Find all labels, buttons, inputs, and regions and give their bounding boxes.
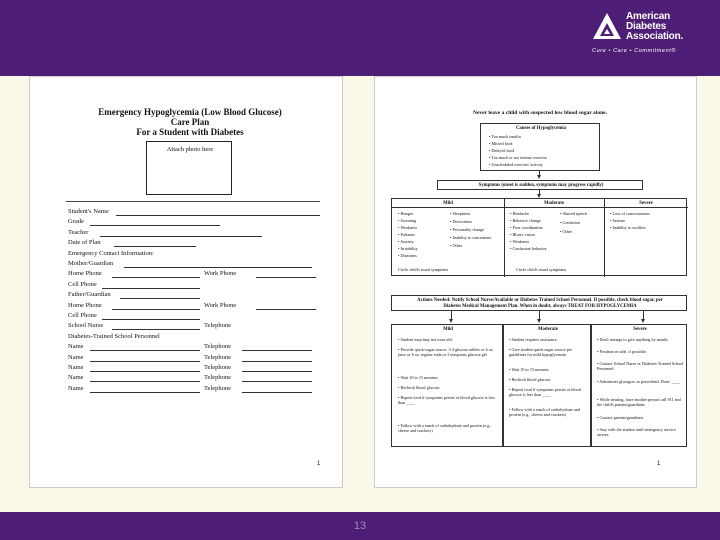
bullet-item <box>509 347 589 357</box>
bullet-item <box>450 243 462 248</box>
bullet-text: Sweating <box>400 218 417 223</box>
bullet-item <box>398 218 416 223</box>
bullet-item <box>597 397 685 407</box>
org-name <box>626 12 683 42</box>
bullet-item <box>398 423 500 433</box>
form-field-label: Teacher <box>68 228 89 236</box>
bullet-text: Seizure <box>612 218 626 223</box>
form-field-blank <box>112 329 200 330</box>
mild-actions-header: Mild <box>443 327 453 332</box>
arrow-down-icon <box>641 319 645 323</box>
bullet-text: Recheck blood glucose. <box>511 377 552 382</box>
org-tagline: Cure • Care • Commitment® <box>592 48 677 54</box>
bullet-item <box>450 227 484 232</box>
row-divider <box>392 207 688 208</box>
bullet-text: Other <box>562 229 573 234</box>
bullet-text: Repeat food if symptoms persist or blood glucose is less than ____ <box>398 395 495 405</box>
bullet-icon: • <box>398 232 401 237</box>
symptoms-severe-header: Severe <box>639 200 653 206</box>
bullet-icon: • <box>610 225 613 230</box>
bullet-text: Contact parents/guardians. <box>599 415 645 420</box>
form-field-blank <box>242 371 312 372</box>
bullet-icon: • <box>597 337 600 342</box>
bullet-icon: • <box>510 211 513 216</box>
col-divider <box>604 199 605 277</box>
actions-box <box>391 295 687 311</box>
bullet-icon: • <box>450 219 453 224</box>
bullet-text: Poor coordination <box>512 225 543 230</box>
form-field-label: Name <box>68 374 84 382</box>
telephone-label: Telephone <box>204 374 231 382</box>
form-title <box>90 107 290 137</box>
bullet-icon: • <box>450 211 453 216</box>
bullet-icon: • <box>510 246 513 251</box>
bullet-icon: • <box>597 415 600 420</box>
form-field-label: Father/Guardian <box>68 291 111 299</box>
form-field-blank <box>90 392 200 393</box>
form-field-blank <box>90 371 200 372</box>
bullet-text: Confusion <box>562 220 580 225</box>
form-field-label: Cell Phone <box>68 312 97 319</box>
bullet-item <box>489 155 547 160</box>
form-field-blank <box>100 236 262 237</box>
bullet-item <box>450 219 472 224</box>
bullet-item <box>398 253 417 258</box>
bullet-text: Missed food <box>491 141 513 146</box>
bullet-text: Recheck blood glucose. <box>400 385 441 390</box>
moderate-note: Circle child's usual symptoms <box>516 267 567 272</box>
bullet-text: Behavior change <box>512 218 541 223</box>
bullet-item <box>489 141 512 146</box>
bullet-text: Irritability <box>400 246 418 251</box>
form-field-blank <box>242 361 312 362</box>
form-divider <box>66 201 320 202</box>
bullet-icon: • <box>510 232 513 237</box>
form-field-label: School Nurse <box>68 322 104 330</box>
bullet-text: Student requires assistance. <box>511 337 558 342</box>
bullet-icon: • <box>450 235 453 240</box>
causes-title: Causes of Hypoglycemia <box>515 126 567 131</box>
form-field-label: Emergency Contact Information: <box>68 249 154 257</box>
care-plan-form-page <box>29 76 343 488</box>
bullet-icon: • <box>597 349 600 354</box>
bullet-text: Sleepiness <box>452 211 471 216</box>
bullet-item <box>509 337 589 342</box>
bullet-text: Blurry vision <box>512 232 535 237</box>
bullet-item <box>510 232 535 237</box>
bullet-text: Provide quick-sugar source: 3-4 glucose tablets or 4 oz. juice or 6 oz. regular soda or 3 teaspoons glucose gel <box>398 347 494 357</box>
bullet-icon: • <box>597 361 600 366</box>
onset-box <box>437 180 643 190</box>
bullet-item <box>560 220 580 225</box>
org-line-2: Diabetes <box>626 21 667 32</box>
bullet-icon: • <box>509 367 512 372</box>
bullet-item <box>560 211 587 216</box>
bullet-icon: • <box>398 239 401 244</box>
bullet-icon: • <box>510 225 513 230</box>
bullet-icon: • <box>560 211 563 216</box>
form-field-label: Home Phone <box>68 301 102 309</box>
bullet-icon: • <box>510 218 513 223</box>
form-field-blank <box>102 288 200 289</box>
hypoglycemia-flowchart-page <box>374 76 697 488</box>
bullet-item <box>398 385 500 390</box>
form-field-blank <box>112 309 200 310</box>
form-field-blank <box>102 319 200 320</box>
bullet-item <box>398 246 418 251</box>
page-number: 1 <box>317 461 321 467</box>
bullet-text: Contact School Nurse or Diabetes-Trained School Personnel. <box>597 361 684 371</box>
work-phone-label: Work Phone <box>204 301 237 309</box>
bullet-text: While treating, have another person call 911 and the child's parents/guardians. <box>597 397 681 407</box>
bullet-text: Wait 10 to 15 minutes. <box>511 367 550 372</box>
header-bar <box>0 0 720 76</box>
bullet-item <box>489 134 521 139</box>
bullet-icon: • <box>597 427 600 432</box>
bullet-item <box>597 379 685 384</box>
bullet-icon: • <box>398 218 401 223</box>
bullet-icon: • <box>489 141 492 146</box>
bullet-text: Anxiety <box>400 239 414 244</box>
bullet-text: Personality change <box>452 227 485 232</box>
bullet-icon: • <box>398 395 401 400</box>
bullet-icon: • <box>610 211 613 216</box>
slide-number: 13 <box>353 520 367 532</box>
bullet-icon: • <box>489 155 492 160</box>
bullet-icon: • <box>509 387 512 392</box>
moderate-actions-box <box>503 324 591 447</box>
form-field-blank <box>112 277 200 278</box>
form-field-label: Name <box>68 343 84 351</box>
telephone-label: Telephone <box>204 353 231 361</box>
bullet-item <box>398 225 417 230</box>
bullet-item <box>597 361 685 371</box>
bullet-text: Dizziness <box>400 253 417 258</box>
photo-label: Attach photo here <box>166 146 214 153</box>
bullet-text: Follow with a snack of carbohydrate and protein (e.g., cheese and crackers) <box>398 423 492 433</box>
bullet-icon: • <box>398 211 401 216</box>
work-phone-label: Work Phone <box>204 270 237 278</box>
bullet-icon: • <box>398 375 401 380</box>
bullet-text: Inability to concentrate <box>452 235 492 240</box>
org-line-1: American <box>626 11 670 22</box>
form-field-label: Mother/Guardian <box>68 260 114 267</box>
bullet-icon: • <box>510 239 513 244</box>
bullet-text: Administer glucagon, as prescribed. Dose: ____ <box>599 379 680 384</box>
bullet-text: Unscheduled exercise/ activity <box>491 162 543 167</box>
bullet-icon: • <box>610 218 613 223</box>
form-field-blank <box>90 350 200 351</box>
bullet-item <box>450 235 491 240</box>
flowchart-warning: Never leave a child with suspected low blood sugar alone. <box>473 110 607 116</box>
bullet-icon: • <box>509 337 512 342</box>
telephone-label: Telephone <box>204 364 231 371</box>
form-field-label: Cell Phone <box>68 280 97 288</box>
bullet-text: Paleness <box>400 232 415 237</box>
bullet-text: Don't attempt to give anything by mouth. <box>599 337 669 342</box>
bullet-item <box>610 218 625 223</box>
form-field-blank <box>256 309 316 310</box>
bullet-icon: • <box>450 227 453 232</box>
form-field-label: Grade <box>68 218 84 226</box>
form-field-label: Date of Plan <box>68 239 101 247</box>
col-divider <box>504 199 505 277</box>
bullet-icon: • <box>398 337 401 342</box>
mild-note: Circle child's usual symptoms <box>398 267 449 272</box>
bullet-icon: • <box>450 243 453 248</box>
bullet-icon: • <box>398 423 401 428</box>
bullet-item <box>510 239 529 244</box>
bullet-item <box>597 415 685 420</box>
bullet-text: Confusion/ behavior <box>512 246 547 251</box>
symptoms-mild-header: Mild <box>443 200 453 206</box>
arrow-down-icon <box>537 319 541 323</box>
bullet-text: Hunger <box>400 211 414 216</box>
bullet-text: Give student quick-sugar source per guidelines for mild hypoglycemia. <box>509 347 572 357</box>
form-field-blank <box>120 298 200 299</box>
telephone-label: Telephone <box>204 322 231 330</box>
page-number: 1 <box>657 461 661 467</box>
telephone-label: Telephone <box>204 384 231 392</box>
bullet-icon: • <box>560 220 563 225</box>
bullet-text: Position on side, if possible. <box>599 349 647 354</box>
ada-logo <box>592 12 712 60</box>
bullet-item <box>398 232 415 237</box>
causes-box <box>480 123 600 171</box>
bullet-icon: • <box>398 385 401 390</box>
form-field-blank <box>242 392 312 393</box>
bullet-item <box>489 148 514 153</box>
form-field-label: Name <box>68 364 84 371</box>
actions-line-2: Diabetes Medical Management Plan. When in doubt, always TREAT FOR HYPOGLYCEMIA <box>443 304 637 309</box>
bullet-text: Follow with a snack of carbohydrate and protein (e.g., cheese and crackers) <box>509 407 580 417</box>
bullet-item <box>398 395 500 405</box>
bullet-icon: • <box>509 377 512 382</box>
bullet-icon: • <box>560 229 563 234</box>
bullet-text: Too much or too intense exercise <box>491 155 547 160</box>
form-field-label: Student's Name <box>68 208 109 215</box>
form-field-label: Name <box>68 353 84 361</box>
form-field-blank <box>256 277 316 278</box>
severe-actions-header: Severe <box>633 327 647 332</box>
onset-title: Symptoms (onset is sudden, symptoms may progress rapidly) <box>478 182 604 188</box>
symptoms-table <box>391 198 687 276</box>
bullet-text: Drowsiness <box>452 219 473 224</box>
symptoms-moderate-header: Moderate <box>544 200 564 206</box>
bullet-item <box>510 218 541 223</box>
bullet-text: Other <box>452 243 463 248</box>
bullet-icon: • <box>398 225 401 230</box>
bullet-item <box>610 211 650 216</box>
bullet-item <box>509 387 589 397</box>
bullet-text: Slurred speech <box>562 211 588 216</box>
bullet-icon: • <box>597 397 600 402</box>
bullet-text: Stay with the student until emergency service arrives. <box>597 427 676 437</box>
bullet-item <box>597 349 685 354</box>
bullet-item <box>398 239 414 244</box>
arrow-down-icon <box>537 175 541 179</box>
bullet-text: Too much insulin <box>491 134 521 139</box>
bullet-icon: • <box>398 253 401 258</box>
form-field-blank <box>114 246 196 247</box>
bullet-item <box>610 225 646 230</box>
form-field-blank <box>90 225 220 226</box>
bullet-icon: • <box>509 347 512 352</box>
bullet-item <box>510 246 547 251</box>
bullet-text: Wait 10 to 15 minutes. <box>400 375 439 380</box>
form-field-blank <box>116 215 320 216</box>
bullet-text: Loss of consciousness <box>612 211 650 216</box>
form-title-line-3: For a Student with Diabetes <box>136 127 244 137</box>
form-field-label: Home Phone <box>68 270 102 278</box>
form-field-blank <box>242 381 312 382</box>
bullet-item <box>597 337 685 342</box>
bullet-item <box>510 225 543 230</box>
moderate-actions-header: Moderate <box>538 327 558 332</box>
arrow-down-icon <box>449 319 453 323</box>
form-field-blank <box>90 361 200 362</box>
severe-actions-box <box>591 324 687 447</box>
bullet-item <box>450 211 470 216</box>
bullet-item <box>509 407 589 417</box>
bullet-icon: • <box>509 407 512 412</box>
mild-actions-box <box>391 324 503 447</box>
bullet-item <box>510 211 529 216</box>
form-title-line-1: Emergency Hypoglycemia (Low Blood Glucose) <box>98 107 282 117</box>
bullet-text: Weakness <box>400 225 418 230</box>
bullet-text: Delayed food <box>491 148 515 153</box>
bullet-item <box>398 211 413 216</box>
bullet-text: Headache <box>512 211 530 216</box>
bullet-item <box>560 229 572 234</box>
form-field-blank <box>242 350 312 351</box>
bullet-icon: • <box>398 347 401 352</box>
form-field-label: Diabetes-Trained School Personnel <box>68 332 160 340</box>
bullet-item <box>597 427 685 437</box>
bullet-item <box>398 337 500 342</box>
photo-box <box>146 141 232 195</box>
actions-line-1: Actions Needed: Notify School Nurse/Available or Diabetes Trained School Personnel. If possible, check blood sugar, per <box>417 297 663 303</box>
bullet-icon: • <box>398 246 401 251</box>
bullet-text: Repeat food if symptoms persist or blood glucose is less than ____ <box>509 387 581 397</box>
bullet-icon: • <box>489 148 492 153</box>
form-field-blank <box>124 267 312 268</box>
form-field-blank <box>90 381 200 382</box>
org-line-3: Association. <box>626 31 684 42</box>
bullet-item <box>509 377 589 382</box>
bullet-item <box>489 162 543 167</box>
bullet-item <box>398 375 500 380</box>
bullet-text: Inability to swallow <box>612 225 647 230</box>
bullet-icon: • <box>597 379 600 384</box>
form-field-label: Name <box>68 384 84 392</box>
bullet-item <box>398 347 500 357</box>
form-title-line-2: Care Plan <box>170 117 210 127</box>
bullet-icon: • <box>489 134 492 139</box>
bullet-text: Student may/may not treat self. <box>400 337 453 342</box>
bullet-icon: • <box>489 162 492 167</box>
triangle-logo-icon <box>592 12 622 42</box>
bullet-item <box>509 367 589 372</box>
bullet-text: Weakness <box>512 239 530 244</box>
telephone-label: Telephone <box>204 343 231 351</box>
